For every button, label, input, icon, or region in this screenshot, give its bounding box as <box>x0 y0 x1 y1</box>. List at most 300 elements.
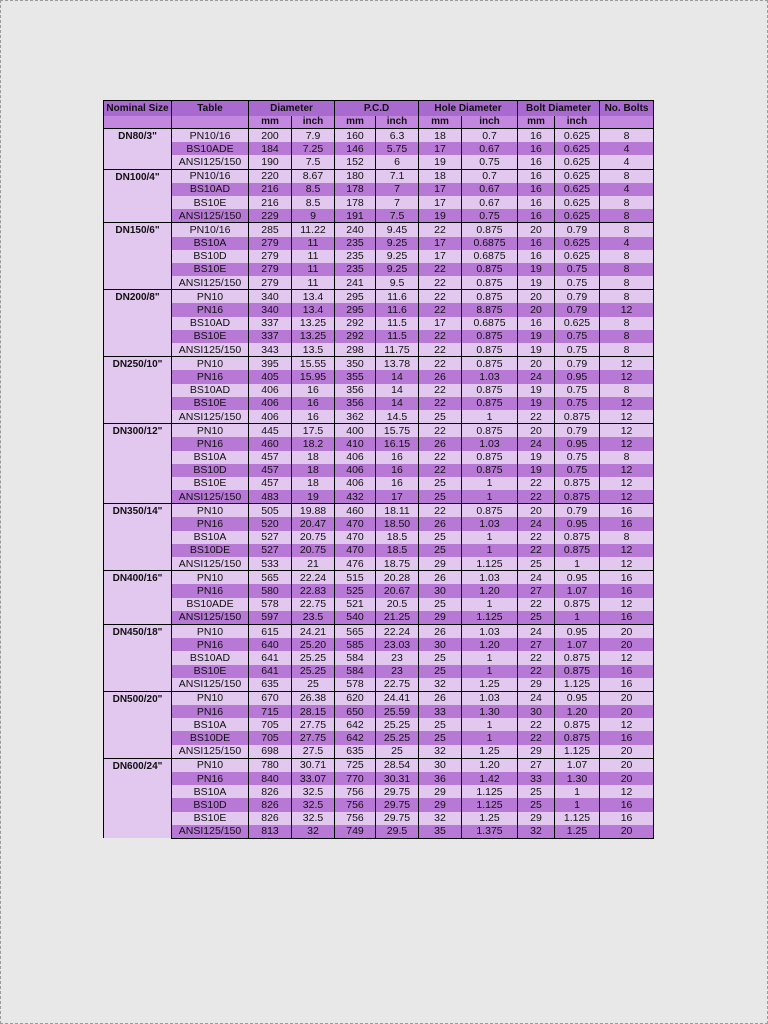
unit-blank <box>172 116 249 129</box>
hole-mm-cell: 29 <box>419 611 462 625</box>
table-standard-cell: BS10E <box>172 665 249 678</box>
pcd-mm-cell: 400 <box>335 424 376 438</box>
bolt-inch-cell: 0.75 <box>555 384 600 397</box>
bolt-count-cell: 8 <box>600 317 654 330</box>
bolt-count-cell: 12 <box>600 718 654 731</box>
bolt-inch-cell: 1.125 <box>555 745 600 759</box>
table-standard-cell: PN10 <box>172 691 249 705</box>
bolt-mm-cell: 30 <box>518 705 555 718</box>
diameter-mm-cell: 715 <box>249 705 292 718</box>
hole-inch-cell: 0.875 <box>462 384 518 397</box>
hole-mm-cell: 17 <box>419 317 462 330</box>
hole-inch-cell: 1.125 <box>462 557 518 571</box>
table-standard-cell: ANSI125/150 <box>172 410 249 424</box>
table-row <box>104 290 654 304</box>
diameter-mm-cell: 826 <box>249 812 292 825</box>
hole-mm-cell: 32 <box>419 812 462 825</box>
table-row <box>104 343 654 357</box>
diameter-mm-cell: 483 <box>249 490 292 504</box>
hole-inch-cell: 1 <box>462 531 518 544</box>
pcd-inch-cell: 11.5 <box>376 330 419 343</box>
nominal-size-cell: DN100/4" <box>104 169 172 223</box>
hole-mm-cell: 26 <box>419 624 462 638</box>
unit-label: inch <box>376 116 419 129</box>
bolt-count-cell: 12 <box>600 357 654 371</box>
pcd-mm-cell: 356 <box>335 384 376 397</box>
diameter-mm-cell: 670 <box>249 691 292 705</box>
table-row <box>104 745 654 759</box>
table-standard-cell: ANSI125/150 <box>172 155 249 169</box>
bolt-count-cell: 16 <box>600 812 654 825</box>
pcd-inch-cell: 6.3 <box>376 129 419 143</box>
table-row <box>104 223 654 237</box>
unit-blank <box>104 116 172 129</box>
table-row <box>104 477 654 490</box>
table-row <box>104 665 654 678</box>
pcd-inch-cell: 22.75 <box>376 678 419 692</box>
hole-inch-cell: 8.875 <box>462 303 518 316</box>
table-row <box>104 250 654 263</box>
pcd-inch-cell: 13.78 <box>376 357 419 371</box>
bolt-mm-cell: 20 <box>518 357 555 371</box>
header-pcd: P.C.D <box>335 101 419 117</box>
pcd-inch-cell: 15.75 <box>376 424 419 438</box>
table-standard-cell: PN10 <box>172 624 249 638</box>
pcd-mm-cell: 406 <box>335 477 376 490</box>
diameter-inch-cell: 8.5 <box>292 183 335 196</box>
bolt-count-cell: 12 <box>600 303 654 316</box>
bolt-mm-cell: 25 <box>518 611 555 625</box>
table-standard-cell: BS10AD <box>172 317 249 330</box>
hole-mm-cell: 25 <box>419 410 462 424</box>
bolt-mm-cell: 29 <box>518 745 555 759</box>
table-row <box>104 624 654 638</box>
hole-inch-cell: 0.875 <box>462 424 518 438</box>
bolt-mm-cell: 22 <box>518 651 555 664</box>
pcd-mm-cell: 146 <box>335 142 376 155</box>
nominal-size-cell: DN400/16" <box>104 571 172 625</box>
diameter-mm-cell: 395 <box>249 357 292 371</box>
pcd-inch-cell: 9.45 <box>376 223 419 237</box>
bolt-inch-cell: 0.875 <box>555 477 600 490</box>
table-row <box>104 705 654 718</box>
bolt-mm-cell: 25 <box>518 785 555 798</box>
hole-mm-cell: 22 <box>419 451 462 464</box>
bolt-inch-cell: 0.875 <box>555 651 600 664</box>
hole-mm-cell: 25 <box>419 651 462 664</box>
diameter-inch-cell: 32 <box>292 825 335 839</box>
hole-inch-cell: 1.42 <box>462 772 518 785</box>
bolt-count-cell: 20 <box>600 825 654 839</box>
hole-mm-cell: 17 <box>419 183 462 196</box>
hole-inch-cell: 1.30 <box>462 705 518 718</box>
table-row <box>104 317 654 330</box>
diameter-mm-cell: 460 <box>249 437 292 450</box>
pcd-mm-cell: 642 <box>335 731 376 744</box>
table-row <box>104 598 654 611</box>
hole-mm-cell: 30 <box>419 584 462 597</box>
bolt-mm-cell: 32 <box>518 825 555 839</box>
diameter-mm-cell: 826 <box>249 785 292 798</box>
pcd-mm-cell: 410 <box>335 437 376 450</box>
bolt-inch-cell: 0.79 <box>555 504 600 518</box>
table-standard-cell: BS10E <box>172 812 249 825</box>
table-row <box>104 330 654 343</box>
table-row <box>104 825 654 839</box>
hole-mm-cell: 26 <box>419 370 462 383</box>
bolt-mm-cell: 19 <box>518 276 555 290</box>
table-row <box>104 798 654 811</box>
diameter-inch-cell: 16 <box>292 410 335 424</box>
table-row <box>104 584 654 597</box>
pcd-inch-cell: 7.5 <box>376 209 419 223</box>
bolt-inch-cell: 0.95 <box>555 517 600 530</box>
diameter-mm-cell: 457 <box>249 477 292 490</box>
pcd-inch-cell: 7 <box>376 183 419 196</box>
bolt-inch-cell: 0.75 <box>555 330 600 343</box>
diameter-inch-cell: 15.55 <box>292 357 335 371</box>
table-standard-cell: PN16 <box>172 772 249 785</box>
diameter-mm-cell: 826 <box>249 798 292 811</box>
hole-mm-cell: 25 <box>419 531 462 544</box>
diameter-inch-cell: 25.20 <box>292 638 335 651</box>
diameter-mm-cell: 285 <box>249 223 292 237</box>
diameter-inch-cell: 8.67 <box>292 169 335 183</box>
pcd-inch-cell: 21.25 <box>376 611 419 625</box>
table-standard-cell: PN16 <box>172 303 249 316</box>
table-standard-cell: BS10E <box>172 397 249 410</box>
hole-inch-cell: 0.875 <box>462 464 518 477</box>
diameter-mm-cell: 520 <box>249 517 292 530</box>
bolt-mm-cell: 19 <box>518 384 555 397</box>
diameter-mm-cell: 229 <box>249 209 292 223</box>
table-standard-cell: ANSI125/150 <box>172 343 249 357</box>
bolt-count-cell: 12 <box>600 544 654 557</box>
diameter-mm-cell: 505 <box>249 504 292 518</box>
table-standard-cell: BS10ADE <box>172 598 249 611</box>
table-row <box>104 169 654 183</box>
table-row <box>104 544 654 557</box>
bolt-count-cell: 8 <box>600 531 654 544</box>
pcd-mm-cell: 298 <box>335 343 376 357</box>
diameter-mm-cell: 615 <box>249 624 292 638</box>
bolt-count-cell: 20 <box>600 705 654 718</box>
pcd-mm-cell: 585 <box>335 638 376 651</box>
diameter-inch-cell: 25.25 <box>292 665 335 678</box>
table-standard-cell: PN10 <box>172 571 249 585</box>
bolt-mm-cell: 24 <box>518 370 555 383</box>
unit-label: inch <box>462 116 518 129</box>
table-standard-cell: BS10D <box>172 464 249 477</box>
hole-inch-cell: 0.875 <box>462 357 518 371</box>
pcd-inch-cell: 7 <box>376 196 419 209</box>
pcd-inch-cell: 16 <box>376 464 419 477</box>
bolt-mm-cell: 22 <box>518 490 555 504</box>
bolt-inch-cell: 0.625 <box>555 183 600 196</box>
pcd-mm-cell: 432 <box>335 490 376 504</box>
hole-mm-cell: 25 <box>419 731 462 744</box>
table-row <box>104 303 654 316</box>
bolt-count-cell: 12 <box>600 437 654 450</box>
diameter-mm-cell: 216 <box>249 196 292 209</box>
pcd-inch-cell: 22.24 <box>376 624 419 638</box>
table-standard-cell: PN16 <box>172 584 249 597</box>
bolt-inch-cell: 1.07 <box>555 584 600 597</box>
diameter-inch-cell: 9 <box>292 209 335 223</box>
pcd-inch-cell: 11.6 <box>376 290 419 304</box>
pcd-mm-cell: 406 <box>335 464 376 477</box>
pcd-inch-cell: 25.59 <box>376 705 419 718</box>
bolt-mm-cell: 19 <box>518 464 555 477</box>
diameter-inch-cell: 18 <box>292 477 335 490</box>
hole-inch-cell: 0.875 <box>462 290 518 304</box>
diameter-inch-cell: 18.2 <box>292 437 335 450</box>
bolt-count-cell: 20 <box>600 638 654 651</box>
hole-mm-cell: 22 <box>419 330 462 343</box>
table-row <box>104 451 654 464</box>
diameter-mm-cell: 840 <box>249 772 292 785</box>
pcd-mm-cell: 240 <box>335 223 376 237</box>
hole-inch-cell: 0.67 <box>462 196 518 209</box>
bolt-count-cell: 4 <box>600 142 654 155</box>
table-standard-cell: ANSI125/150 <box>172 557 249 571</box>
bolt-mm-cell: 22 <box>518 731 555 744</box>
hole-inch-cell: 0.6875 <box>462 237 518 250</box>
table-row <box>104 758 654 772</box>
bolt-mm-cell: 22 <box>518 531 555 544</box>
hole-inch-cell: 0.7 <box>462 169 518 183</box>
pcd-inch-cell: 25.25 <box>376 718 419 731</box>
bolt-inch-cell: 1.125 <box>555 678 600 692</box>
bolt-mm-cell: 24 <box>518 517 555 530</box>
diameter-inch-cell: 32.5 <box>292 812 335 825</box>
diameter-inch-cell: 19 <box>292 490 335 504</box>
bolt-mm-cell: 19 <box>518 343 555 357</box>
diameter-inch-cell: 17.5 <box>292 424 335 438</box>
diameter-mm-cell: 220 <box>249 169 292 183</box>
diameter-inch-cell: 27.75 <box>292 731 335 744</box>
pcd-mm-cell: 565 <box>335 624 376 638</box>
bolt-mm-cell: 27 <box>518 758 555 772</box>
unit-label: inch <box>292 116 335 129</box>
table-row <box>104 209 654 223</box>
table-row <box>104 557 654 571</box>
pcd-inch-cell: 29.75 <box>376 798 419 811</box>
diameter-inch-cell: 13.5 <box>292 343 335 357</box>
hole-inch-cell: 1.25 <box>462 678 518 692</box>
diameter-mm-cell: 405 <box>249 370 292 383</box>
diameter-inch-cell: 18 <box>292 451 335 464</box>
pcd-mm-cell: 756 <box>335 798 376 811</box>
hole-inch-cell: 1.20 <box>462 584 518 597</box>
bolt-count-cell: 16 <box>600 571 654 585</box>
pcd-mm-cell: 725 <box>335 758 376 772</box>
table-row <box>104 638 654 651</box>
bolt-inch-cell: 0.875 <box>555 410 600 424</box>
table-standard-cell: BS10A <box>172 237 249 250</box>
bolt-mm-cell: 29 <box>518 812 555 825</box>
hole-inch-cell: 0.875 <box>462 276 518 290</box>
pcd-inch-cell: 9.5 <box>376 276 419 290</box>
bolt-count-cell: 12 <box>600 490 654 504</box>
diameter-mm-cell: 780 <box>249 758 292 772</box>
bolt-mm-cell: 24 <box>518 624 555 638</box>
bolt-inch-cell: 1.125 <box>555 812 600 825</box>
hole-mm-cell: 35 <box>419 825 462 839</box>
pcd-mm-cell: 470 <box>335 531 376 544</box>
pcd-mm-cell: 584 <box>335 665 376 678</box>
pcd-mm-cell: 241 <box>335 276 376 290</box>
bolt-mm-cell: 29 <box>518 678 555 692</box>
hole-mm-cell: 17 <box>419 196 462 209</box>
pcd-inch-cell: 9.25 <box>376 237 419 250</box>
bolt-inch-cell: 0.95 <box>555 370 600 383</box>
bolt-mm-cell: 25 <box>518 557 555 571</box>
diameter-inch-cell: 28.15 <box>292 705 335 718</box>
table-row <box>104 678 654 692</box>
diameter-mm-cell: 527 <box>249 544 292 557</box>
pcd-inch-cell: 20.28 <box>376 571 419 585</box>
pcd-inch-cell: 14 <box>376 370 419 383</box>
diameter-mm-cell: 813 <box>249 825 292 839</box>
bolt-mm-cell: 19 <box>518 451 555 464</box>
pcd-inch-cell: 23.03 <box>376 638 419 651</box>
diameter-inch-cell: 11 <box>292 263 335 276</box>
pcd-mm-cell: 525 <box>335 584 376 597</box>
bolt-inch-cell: 1.07 <box>555 638 600 651</box>
diameter-inch-cell: 13.4 <box>292 303 335 316</box>
bolt-mm-cell: 16 <box>518 209 555 223</box>
diameter-mm-cell: 406 <box>249 397 292 410</box>
diameter-inch-cell: 7.9 <box>292 129 335 143</box>
hole-mm-cell: 22 <box>419 384 462 397</box>
diameter-mm-cell: 533 <box>249 557 292 571</box>
bolt-mm-cell: 19 <box>518 263 555 276</box>
table-standard-cell: BS10ADE <box>172 142 249 155</box>
hole-mm-cell: 26 <box>419 691 462 705</box>
bolt-inch-cell: 0.75 <box>555 397 600 410</box>
diameter-inch-cell: 11 <box>292 276 335 290</box>
hole-mm-cell: 22 <box>419 397 462 410</box>
table-standard-cell: PN10/16 <box>172 223 249 237</box>
diameter-mm-cell: 184 <box>249 142 292 155</box>
table-standard-cell: BS10A <box>172 718 249 731</box>
bolt-mm-cell: 33 <box>518 772 555 785</box>
diameter-inch-cell: 26.38 <box>292 691 335 705</box>
bolt-inch-cell: 0.625 <box>555 129 600 143</box>
table-standard-cell: ANSI125/150 <box>172 745 249 759</box>
pcd-inch-cell: 29.75 <box>376 812 419 825</box>
header-nominal-size: Nominal Size <box>104 101 172 117</box>
pcd-mm-cell: 635 <box>335 745 376 759</box>
diameter-inch-cell: 25.25 <box>292 651 335 664</box>
table-standard-cell: ANSI125/150 <box>172 276 249 290</box>
table-row <box>104 517 654 530</box>
diameter-inch-cell: 18 <box>292 464 335 477</box>
diameter-mm-cell: 527 <box>249 531 292 544</box>
table-row <box>104 464 654 477</box>
diameter-mm-cell: 641 <box>249 665 292 678</box>
hole-inch-cell: 1 <box>462 410 518 424</box>
pcd-mm-cell: 476 <box>335 557 376 571</box>
bolt-mm-cell: 27 <box>518 584 555 597</box>
hole-mm-cell: 22 <box>419 424 462 438</box>
pcd-mm-cell: 515 <box>335 571 376 585</box>
bolt-inch-cell: 0.625 <box>555 142 600 155</box>
hole-inch-cell: 1.375 <box>462 825 518 839</box>
nominal-size-cell: DN250/10" <box>104 357 172 424</box>
pcd-inch-cell: 9.25 <box>376 263 419 276</box>
bolt-inch-cell: 0.625 <box>555 155 600 169</box>
pcd-mm-cell: 770 <box>335 772 376 785</box>
hole-inch-cell: 1.03 <box>462 517 518 530</box>
diameter-inch-cell: 13.25 <box>292 317 335 330</box>
pcd-inch-cell: 20.67 <box>376 584 419 597</box>
diameter-mm-cell: 580 <box>249 584 292 597</box>
hole-mm-cell: 30 <box>419 638 462 651</box>
diameter-mm-cell: 635 <box>249 678 292 692</box>
table-standard-cell: BS10A <box>172 451 249 464</box>
hole-inch-cell: 1.03 <box>462 624 518 638</box>
hole-mm-cell: 22 <box>419 464 462 477</box>
unit-label: mm <box>335 116 376 129</box>
hole-inch-cell: 1.125 <box>462 785 518 798</box>
diameter-inch-cell: 19.88 <box>292 504 335 518</box>
pcd-mm-cell: 295 <box>335 303 376 316</box>
bolt-mm-cell: 20 <box>518 424 555 438</box>
diameter-mm-cell: 457 <box>249 464 292 477</box>
hole-mm-cell: 22 <box>419 290 462 304</box>
table-standard-cell: PN10/16 <box>172 129 249 143</box>
bolt-mm-cell: 16 <box>518 317 555 330</box>
hole-mm-cell: 18 <box>419 129 462 143</box>
table-standard-cell: BS10E <box>172 263 249 276</box>
bolt-count-cell: 8 <box>600 129 654 143</box>
bolt-inch-cell: 0.625 <box>555 169 600 183</box>
hole-inch-cell: 1.20 <box>462 758 518 772</box>
table-standard-cell: PN16 <box>172 517 249 530</box>
hole-inch-cell: 1.20 <box>462 638 518 651</box>
hole-inch-cell: 0.6875 <box>462 250 518 263</box>
bolt-count-cell: 16 <box>600 731 654 744</box>
hole-inch-cell: 1.25 <box>462 812 518 825</box>
pcd-mm-cell: 355 <box>335 370 376 383</box>
pcd-inch-cell: 11.75 <box>376 343 419 357</box>
nominal-size-cell: DN150/6" <box>104 223 172 290</box>
diameter-mm-cell: 406 <box>249 410 292 424</box>
bolt-inch-cell: 0.79 <box>555 357 600 371</box>
hole-mm-cell: 22 <box>419 504 462 518</box>
pcd-inch-cell: 16.15 <box>376 437 419 450</box>
table-row <box>104 772 654 785</box>
pcd-mm-cell: 650 <box>335 705 376 718</box>
table-row <box>104 129 654 143</box>
hole-mm-cell: 19 <box>419 209 462 223</box>
bolt-count-cell: 16 <box>600 665 654 678</box>
pcd-mm-cell: 540 <box>335 611 376 625</box>
hole-inch-cell: 1 <box>462 651 518 664</box>
pcd-mm-cell: 356 <box>335 397 376 410</box>
hole-mm-cell: 18 <box>419 169 462 183</box>
pcd-mm-cell: 642 <box>335 718 376 731</box>
bolt-inch-cell: 0.75 <box>555 343 600 357</box>
table-standard-cell: BS10DE <box>172 731 249 744</box>
table-standard-cell: BS10E <box>172 330 249 343</box>
hole-mm-cell: 25 <box>419 665 462 678</box>
bolt-inch-cell: 0.875 <box>555 718 600 731</box>
diameter-inch-cell: 23.5 <box>292 611 335 625</box>
table-standard-cell: PN10 <box>172 290 249 304</box>
